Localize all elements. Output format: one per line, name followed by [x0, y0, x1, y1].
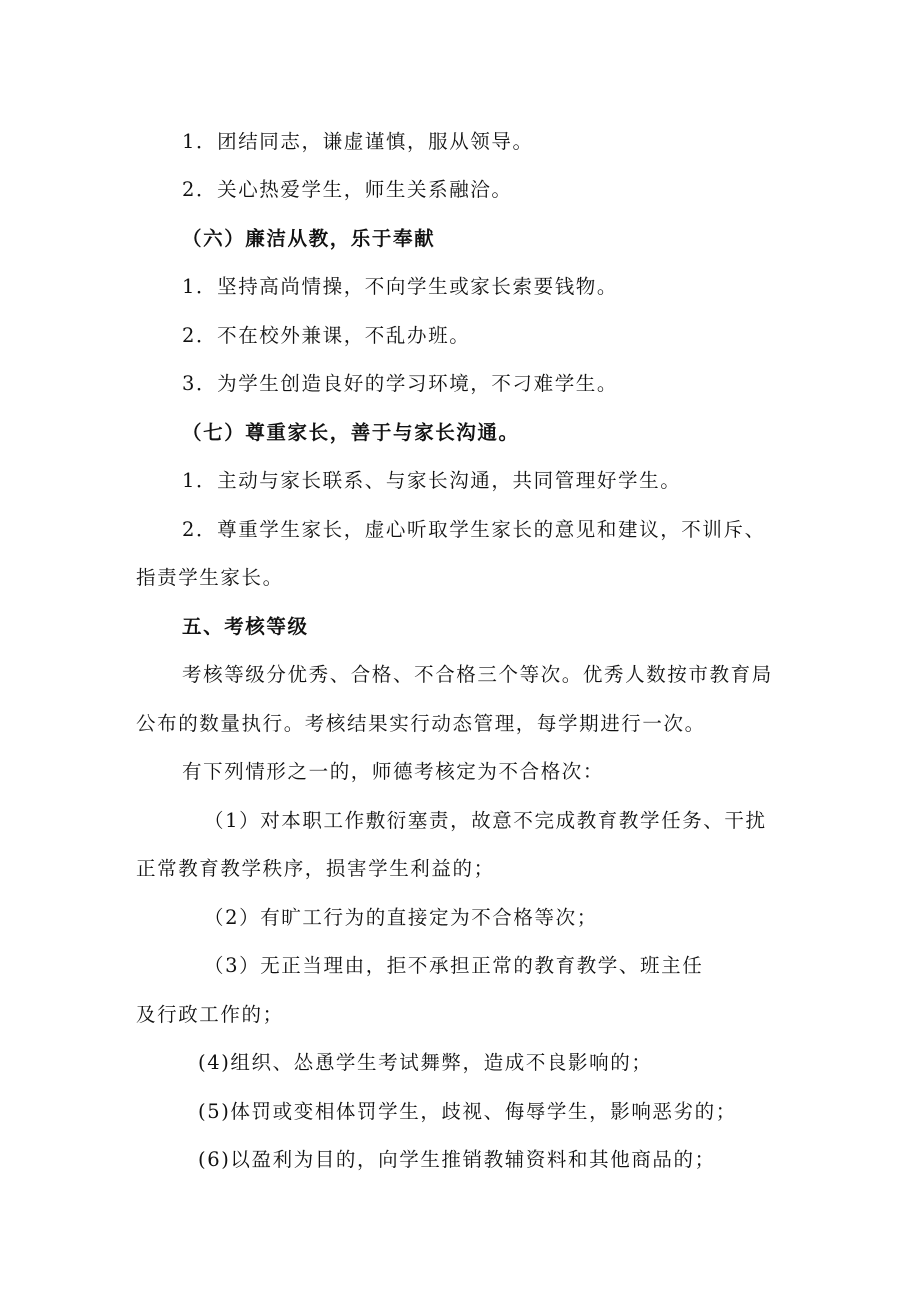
- item-noble-character: 1．坚持高尚情操，不向学生或家长索要钱物。: [182, 275, 619, 298]
- item-respect-parents-cont: 指责学生家长。: [136, 566, 284, 589]
- condition-1: （1）对本职工作敷衍塞责，故意不完成教育教学任务、干扰: [204, 809, 767, 832]
- condition-4: (4)组织、怂恿学生考试舞弊，造成不良影响的；: [198, 1051, 653, 1074]
- paragraph-grade-levels-cont: 公布的数量执行。考核结果实行动态管理，每学期进行一次。: [136, 712, 706, 735]
- condition-3: （3）无正当理由，拒不承担正常的教育教学、班主任: [204, 954, 704, 977]
- condition-5: (5)体罚或变相体罚学生，歧视、侮辱学生，影响恶劣的；: [198, 1100, 737, 1123]
- item-respect-parents: 2．尊重学生家长，虚心听取学生家长的意见和建议，不训斥、: [182, 518, 766, 541]
- item-learning-environment: 3．为学生创造良好的学习环境，不刁难学生。: [182, 372, 619, 395]
- paragraph-grade-levels: 考核等级分优秀、合格、不合格三个等次。优秀人数按市教育局: [182, 663, 773, 686]
- condition-1-cont: 正常教育教学秩序，损害学生利益的；: [136, 857, 495, 880]
- section-heading-respect-parents: （七）尊重家长，善于与家长沟通。: [182, 421, 520, 444]
- section-heading-grades: 五、考核等级: [182, 615, 309, 638]
- condition-2: （2）有旷工行为的直接定为不合格等次；: [204, 906, 598, 929]
- item-no-outside-classes: 2．不在校外兼课，不乱办班。: [182, 324, 471, 347]
- item-care-students: 2．关心热爱学生，师生关系融洽。: [182, 178, 513, 201]
- item-unity-colleagues: 1．团结同志，谦虚谨慎，服从领导。: [182, 130, 534, 153]
- condition-3-cont: 及行政工作的；: [136, 1003, 284, 1026]
- condition-6: (6)以盈利为目的，向学生推销教辅资料和其他商品的；: [198, 1148, 716, 1171]
- item-contact-parents: 1．主动与家长联系、与家长沟通，共同管理好学生。: [182, 469, 682, 492]
- section-heading-integrity: （六）廉洁从教，乐于奉献: [182, 227, 436, 250]
- paragraph-fail-conditions-intro: 有下列情形之一的，师德考核定为不合格次：: [182, 760, 605, 783]
